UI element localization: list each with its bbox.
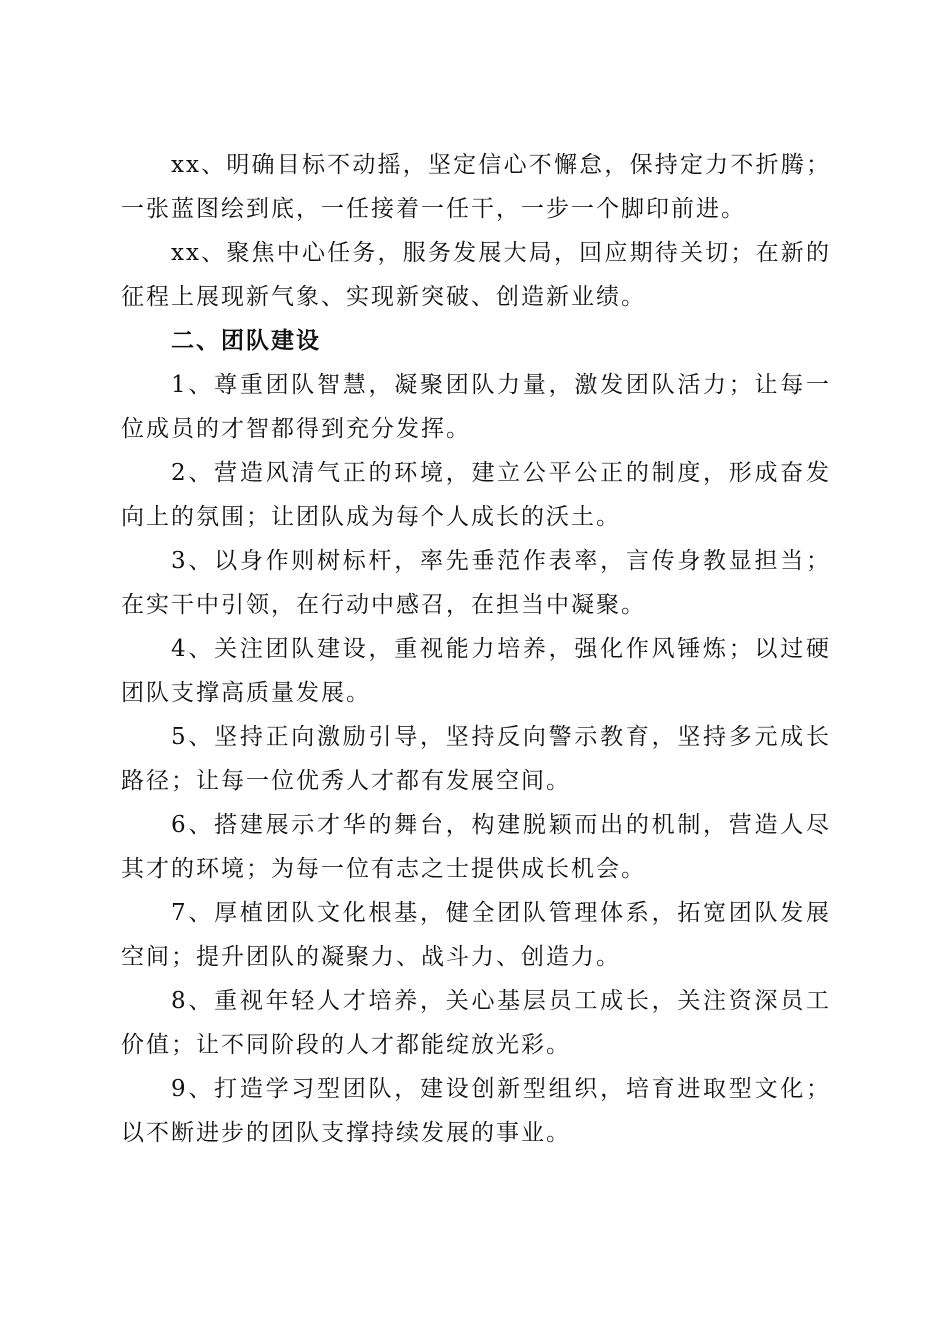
paragraph: xx、聚焦中心任务，服务发展大局，回应期待关切；在新的征程上展现新气象、实现新突破、创造新业绩。 [121, 240, 831, 310]
list-item: 3、以身作则树标杆，率先垂范作表率，言传身教显担当；在实干中引领，在行动中感召，在担当中凝聚。 [121, 548, 831, 618]
paragraph: xx、明确目标不动摇，坚定信心不懈怠，保持定力不折腾；一张蓝图绘到底，一任接着一任干，一步一个脚印前进。 [121, 152, 831, 222]
list-item: 7、厚植团队文化根基，健全团队管理体系，拓宽团队发展空间；提升团队的凝聚力、战斗力、创造力。 [121, 900, 831, 970]
list-item: 5、坚持正向激励引导，坚持反向警示教育，坚持多元成长路径；让每一位优秀人才都有发展空间。 [121, 724, 831, 794]
list-item: 9、打造学习型团队，建设创新型组织，培育进取型文化；以不断进步的团队支撑持续发展的事业。 [121, 1076, 831, 1146]
list-item: 6、搭建展示才华的舞台，构建脱颖而出的机制，营造人尽其才的环境；为每一位有志之士提供成长机会。 [121, 812, 831, 882]
list-item: 4、关注团队建设，重视能力培养，强化作风锤炼；以过硬团队支撑高质量发展。 [121, 636, 831, 706]
list-item: 8、重视年轻人才培养，关心基层员工成长，关注资深员工价值；让不同阶段的人才都能绽放光彩。 [121, 988, 831, 1058]
list-item: 1、尊重团队智慧，凝聚团队力量，激发团队活力；让每一位成员的才智都得到充分发挥。 [121, 372, 831, 442]
section-heading: 二、团队建设 [171, 328, 321, 354]
list-item: 2、营造风清气正的环境，建立公平公正的制度，形成奋发向上的氛围；让团队成为每个人成长的沃土。 [121, 460, 831, 530]
document-body [121, 143, 831, 1155]
